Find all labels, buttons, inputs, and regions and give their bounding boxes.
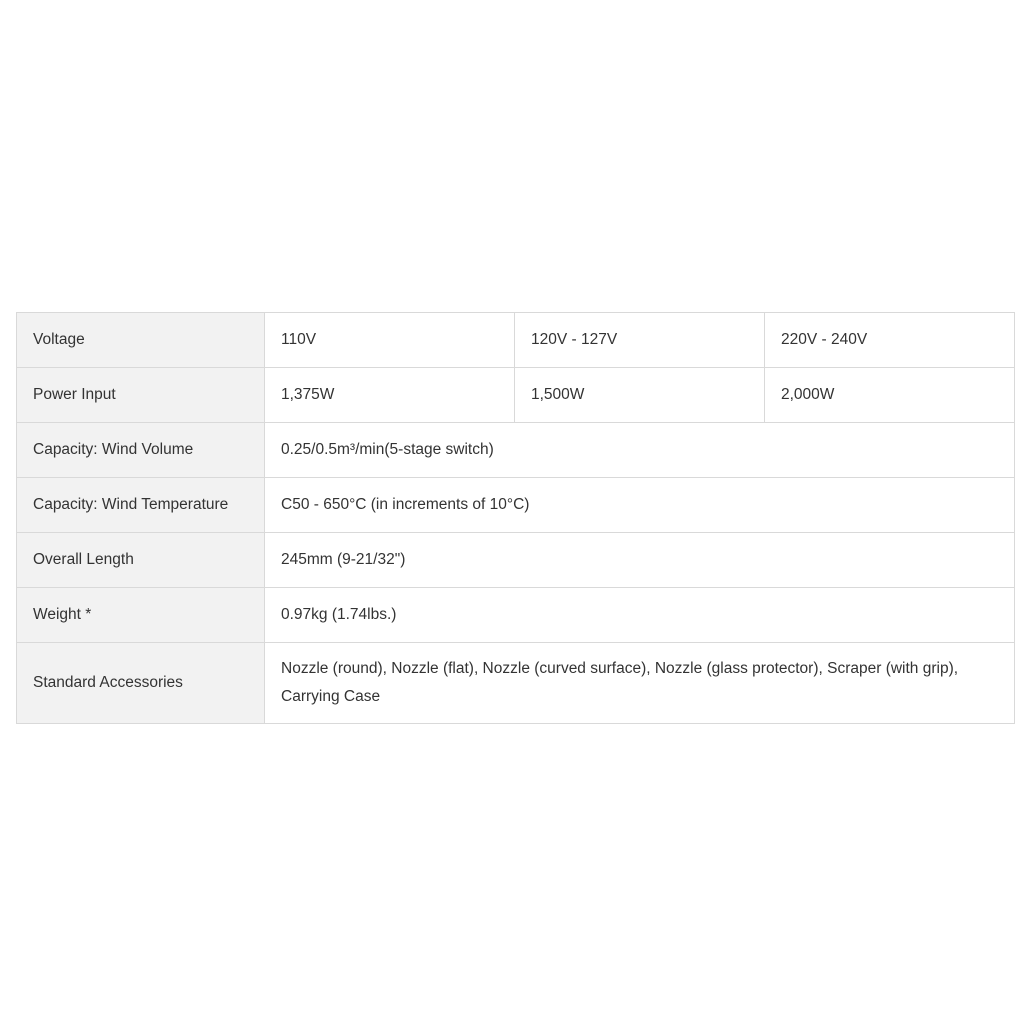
table-cell: C50 - 650°C (in increments of 10°C) bbox=[265, 478, 1015, 533]
row-label: Capacity: Wind Temperature bbox=[17, 478, 265, 533]
table-cell: 120V - 127V bbox=[515, 313, 765, 368]
table-cell: 110V bbox=[265, 313, 515, 368]
table-cell: 0.97kg (1.74lbs.) bbox=[265, 588, 1015, 643]
table-cell: Nozzle (round), Nozzle (flat), Nozzle (curved surface), Nozzle (glass protector), Scraper (with grip), Carrying Case bbox=[265, 643, 1015, 724]
row-label: Voltage bbox=[17, 313, 265, 368]
row-label: Weight * bbox=[17, 588, 265, 643]
table-cell: 1,500W bbox=[515, 368, 765, 423]
table-cell: 0.25/0.5m³/min(5-stage switch) bbox=[265, 423, 1015, 478]
table-cell: 220V - 240V bbox=[765, 313, 1015, 368]
table-cell: 245mm (9-21/32") bbox=[265, 533, 1015, 588]
table-row-weight bbox=[17, 588, 1015, 643]
table-cell: 1,375W bbox=[265, 368, 515, 423]
row-label: Power Input bbox=[17, 368, 265, 423]
row-label: Standard Accessories bbox=[17, 643, 265, 724]
row-label: Capacity: Wind Volume bbox=[17, 423, 265, 478]
table-row-standard-accessories bbox=[17, 643, 1015, 724]
table-row-voltage bbox=[17, 313, 1015, 368]
table-row-overall-length bbox=[17, 533, 1015, 588]
table-row-power-input bbox=[17, 368, 1015, 423]
table-row-wind-temperature bbox=[17, 478, 1015, 533]
spec-table bbox=[16, 312, 1015, 724]
table-cell: 2,000W bbox=[765, 368, 1015, 423]
table-row-wind-volume bbox=[17, 423, 1015, 478]
row-label: Overall Length bbox=[17, 533, 265, 588]
